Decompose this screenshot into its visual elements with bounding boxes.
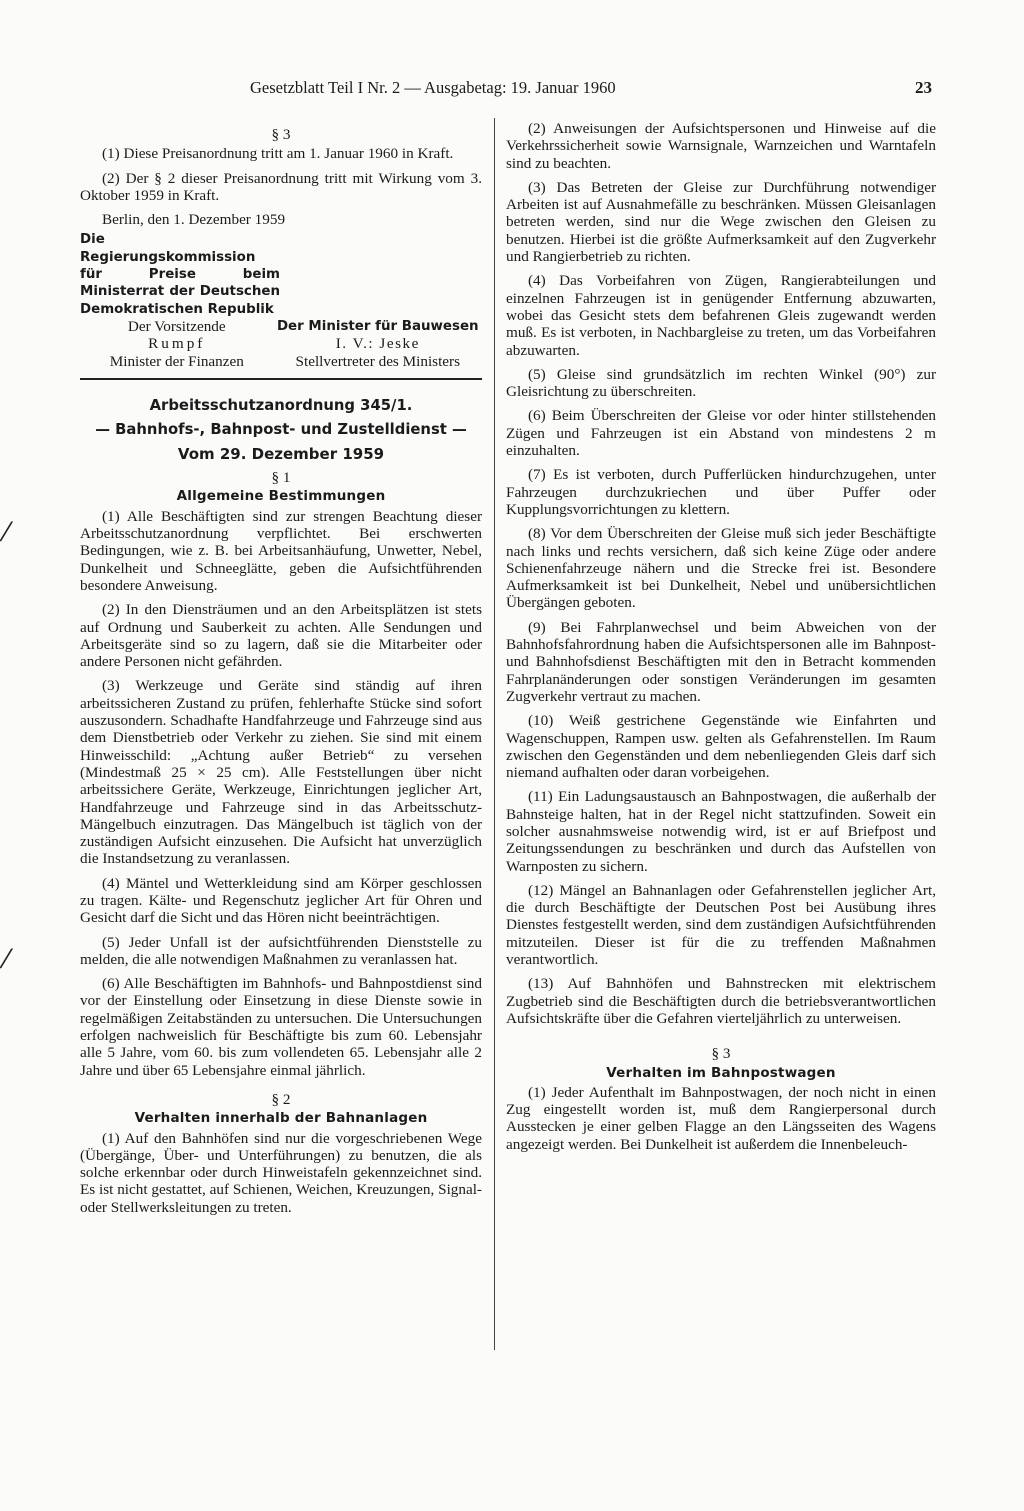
paragraph: (1) Auf den Bahnhöfen sind nur die vorgeschriebenen Wege (Übergänge, Über- und Unterführungen) zu benutzen, die als solche erkennbar oder durch Hinweistafeln gekennzeichnet sind. Es ist nicht gestattet, auf Schienen, Weichen, Kreuzungen, Signal- oder Stellwerksleitungen zu treten.	[80, 1129, 482, 1216]
signature-name-left: Rumpf	[148, 335, 206, 353]
place-date: Berlin, den 1. Dezember 1959	[102, 211, 286, 229]
paragraph: (10) Weiß gestrichene Gegenstände wie Einfahrten und Wagenschuppen, Rampen usw. gelten als Gefahrenstellen. Im Raum zwischen den Gegenständen und dem nebenliegenden Gleis darf sich niemand aufhalten oder daran vorbeigehen.	[506, 712, 936, 782]
section-heading: § 2	[271, 1090, 291, 1108]
signature-role-left: Der Vorsitzende	[127, 317, 226, 335]
signature-titles	[80, 353, 482, 370]
signature-title-left: Minister der Finanzen	[109, 352, 244, 370]
signature-role-right: Der Minister für Bauwesen	[276, 318, 479, 334]
signature-roles	[80, 318, 482, 335]
section-heading: § 1	[271, 469, 291, 487]
paragraph: (1) Jeder Aufenthalt im Bahnpostwagen, der noch nicht in einen Zug eingestellt worden ist, muß dem Rangierpersonal durch Ausstecken je einer gelben Flagge an den Längsseiten des Wagens angezeigt werden. Bei Dunkelheit ist außerdem die Innenbeleuch-	[506, 1083, 936, 1153]
signature-names	[80, 335, 482, 352]
paragraph: (13) Auf Bahnhöfen und Bahnstrecken mit elektrischem Zugbetrieb sind die Beschäftigten durch die betriebsverantwortlichen Aufsichtskräfte über die Gefahren vierteljährlich zu unterweisen.	[506, 975, 936, 1027]
paragraph: (7) Es ist verboten, durch Pufferlücken hindurchzugehen, unter Fahrzeugen durchzukriechen und über Puffer oder Kupplungsvorrichtungen zu klettern.	[506, 466, 936, 518]
document-subtitle: — Bahnhofs-, Bahnpost- und Zustelldienst —	[95, 420, 467, 438]
page-header	[78, 78, 932, 100]
paragraph: (3) Das Betreten der Gleise zur Durchführung notwendiger Arbeiten ist auf Ausnahmefälle zu beschränken. Müssen Gleisanlagen betreten werden, sind nur die Wege zwischen den Gleisen zu benutzen. Hierbei ist die größte Aufmerksamkeit auf den Zugverkehr und Rangierbetrieb zu richten.	[506, 178, 936, 266]
right-column	[506, 120, 936, 1160]
paragraph: (6) Beim Überschreiten der Gleise vor oder hinter stillstehenden Zügen und Fahrzeugen ist ein Abstand von mindestens 2 m einzuhalten.	[506, 407, 936, 460]
paragraph: (9) Bei Fahrplanwechsel und beim Abweichen von der Bahnhofsfahrordnung haben die Aufsichtspersonen alle im Bahnpost- und Bahnhofsdienst Beschäftigten mit den in Betracht kommenden Fahrplanänderungen oder sonstigen Veränderungen im gesamten Zugverkehr vertraut zu machen.	[506, 618, 936, 705]
paragraph: (3) Werkzeuge und Geräte sind ständig auf ihren arbeitssicheren Zustand zu prüfen, fehlerhafte Stücke sind sofort auszusondern. Schadhafte Handfahrzeuge und Fahrzeuge sind aus dem Dienstbetrieb oder Verkehr zu ziehen. Sie sind mit einem Hinweisschild: „Achtung außer Betrieb“ zu versehen (Mindestmaß 25 × 25 cm). Alle Feststellungen über nicht arbeitssichere Geräte, Werkzeuge, Einrichtungen jeglicher Art, Handfahrzeuge und Fahrzeuge sind in das Arbeitsschutz-Mängelbuch einzutragen. Das Mängelbuch ist täglich von der zuständigen Aufsicht einzusehen. Die Aufsicht hat unverzüglich die Instandsetzung zu veranlassen.	[80, 677, 482, 868]
page-number: 23	[915, 78, 932, 97]
paragraph: (1) Diese Preisanordnung tritt am 1. Januar 1960 in Kraft.	[102, 145, 454, 163]
section-rule	[80, 378, 482, 380]
signature-name-right: I. V.: Jeske	[335, 335, 420, 353]
section-title: Verhalten im Bahnpostwagen	[606, 1064, 836, 1081]
column-divider	[494, 118, 495, 1350]
paragraph: (6) Alle Beschäftigten im Bahnhofs- und Bahnpostdienst sind vor der Einstellung oder Einsetzung in diese Dienste sowie in regelmäßigen Zeitabständen zu untersuchen. Die Untersuchungen erfolgen nachweislich für Beschäftigte bis zum 60. Lebensjahr alle 5 Jahre, vom 60. bis zum vollendeten 65. Lebensjahr alle 2 Jahre und über 65 Lebensjahre einmal jährlich.	[80, 975, 482, 1079]
paragraph: (8) Vor dem Überschreiten der Gleise muß sich jeder Beschäftigte nach links und rechts versichern, daß sich keine Züge oder andere Schienenfahrzeuge nähern und die Strecke frei ist. Besondere Aufmerksamkeit ist bei Dunkelheit, Nebel und unübersichtlichen Übergängen geboten.	[506, 525, 936, 612]
paragraph: (5) Gleise sind grundsätzlich im rechten Winkel (90°) zur Gleisrichtung zu überschreiten.	[506, 365, 936, 401]
paragraph: (4) Mäntel und Wetterkleidung sind am Körper geschlossen zu tragen. Kälte- und Regenschutz jeglicher Art für Ohren und Gesicht darf die Sicht und das Hören nicht beeinträchtigen.	[80, 874, 482, 927]
header-title: Gesetzblatt Teil I Nr. 2 — Ausgabetag: 19. Januar 1960	[250, 78, 616, 97]
paragraph: (2) Der § 2 dieser Preisanordnung tritt mit Wirkung vom 3. Oktober 1959 in Kraft.	[80, 169, 482, 204]
paragraph: (5) Jeder Unfall ist der aufsichtführenden Dienststelle zu melden, die alle notwendigen Maßnahmen zu veranlassen hat.	[80, 933, 482, 968]
signature-title-right: Stellvertreter des Ministers	[295, 352, 461, 370]
paragraph: (4) Das Vorbeifahren von Zügen, Rangierabteilungen und einzelnen Fahrzeugen ist in genügender Entfernung abzuwarten, wobei das Gesicht stets dem befahrenen Gleis zugewandt werden muß. Es ist verboten, in Nachbargleise zu treten, um das Vorbeifahren abzuwarten.	[506, 272, 936, 359]
margin-checkmark: ⁄	[4, 945, 9, 975]
section-title: Verhalten innerhalb der Bahnanlagen	[134, 1110, 428, 1127]
document-title: Arbeitsschutzanordnung 345/1.	[149, 396, 413, 414]
margin-checkmark: ⁄	[4, 518, 9, 548]
section-heading: § 3	[271, 126, 291, 143]
left-column	[80, 120, 482, 1223]
paragraph: (2) In den Diensträumen und an den Arbeitsplätzen ist stets auf Ordnung und Sauberkeit zu achten. Alle Sendungen und Arbeitsgeräte sind so zu lagern, daß sie die Mitarbeiter oder andere Personen nicht gefährden.	[80, 601, 482, 671]
issuing-authority: Die Regierungskommission für Preise beim Ministerrat der Deutschen Demokratischen Republik	[80, 232, 280, 317]
paragraph: (1) Alle Beschäftigten sind zur strengen Beachtung dieser Arbeitsschutzanordnung verpflichtet. Bei erschwerten Bedingungen, wie z. B. bei Arbeitsanhäufung, Unwetter, Nebel, Dunkelheit und Schneeglätte, geben die Aufsichtführenden besondere Anweisung.	[80, 507, 482, 594]
paragraph: (11) Ein Ladungsaustausch an Bahnpostwagen, die außerhalb der Bahnsteige halten, hat in der Regel nicht stattzufinden. Soweit ein solcher ausnahmsweise notwendig wird, ist er auf Briefpost und Zeitungssendungen zu beschränken und durch das Aufstellen von Warnposten zu sichern.	[506, 788, 936, 875]
section-heading: § 3	[711, 1045, 731, 1063]
section-title: Allgemeine Bestimmungen	[176, 488, 386, 505]
paragraph: (12) Mängel an Bahnanlagen oder Gefahrenstellen jeglicher Art, die durch Beschäftigte der Deutschen Post bei Ausübung ihres Dienstes festgestellt werden, sind dem zuständigen Aufsichtführenden mitzuteilen. Dieser ist für die zu treffenden Maßnahmen verantwortlich.	[506, 881, 936, 969]
paragraph: (2) Anweisungen der Aufsichtspersonen und Hinweise auf die Verkehrssicherheit sowie Warnsignale, Warnzeichen und Warntafeln sind zu beachten.	[506, 120, 936, 172]
document-date: Vom 29. Dezember 1959	[177, 444, 385, 463]
